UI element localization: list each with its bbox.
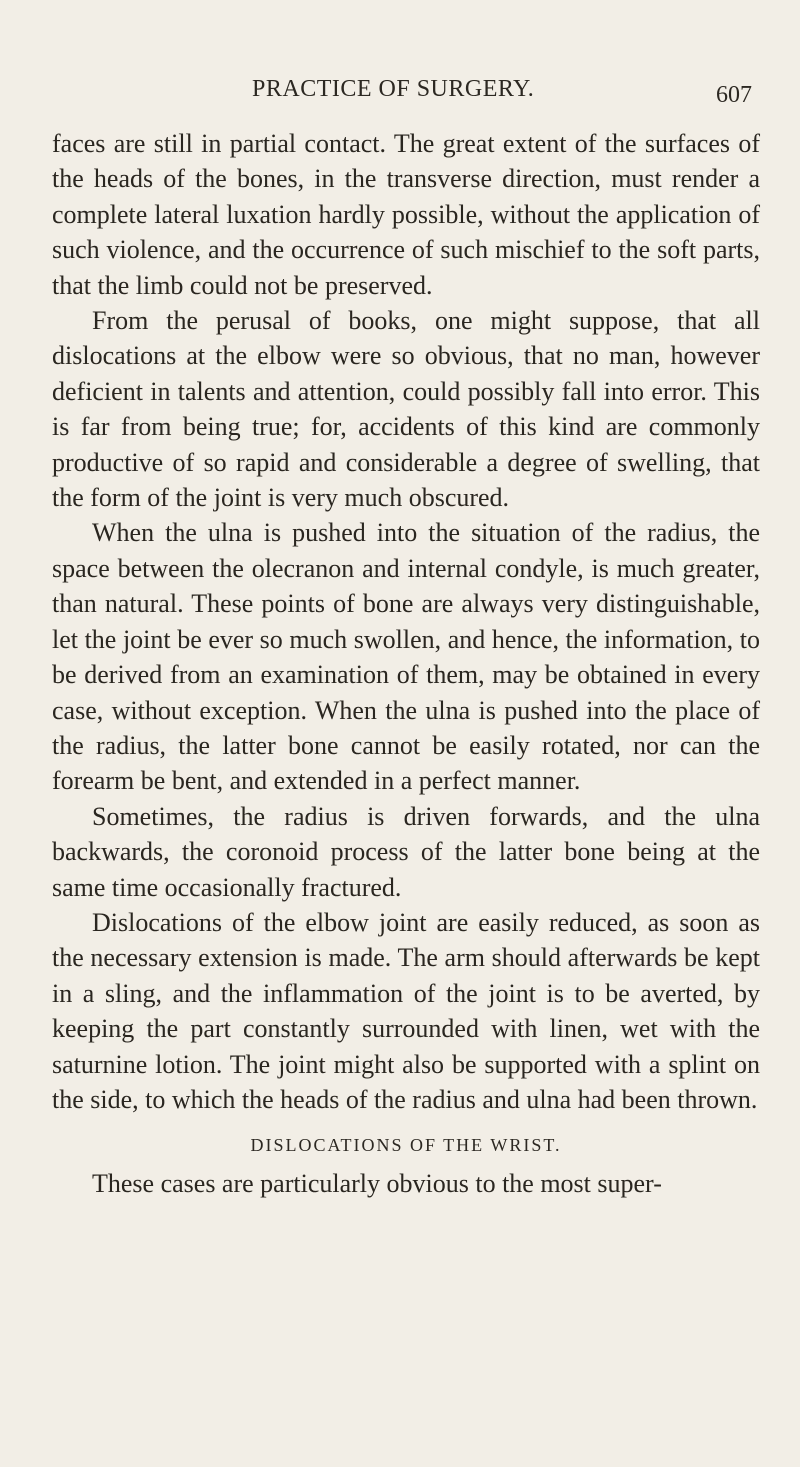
- section-heading: DISLOCATIONS OF THE WRIST.: [250, 1135, 562, 1156]
- running-title: PRACTICE OF SURGERY.: [252, 76, 535, 102]
- paragraph-reduction: Dislocations of the elbow joint are easily reduced, as soon as the necessary extension is made. The arm should afterwards be kept in a sling, and the inflammation of the joint is to be averted, by keeping the part constantly surrounded with linen, wet with the saturnine lotion. The joint might also be supported with a splint on the side, to which the heads of the radius and ulna had been thrown.: [52, 907, 760, 1114]
- body-text: [52, 126, 760, 1202]
- paragraph-radius-driven: Sometimes, the radius is driven forwards, and the ulna backwards, the coronoid process of the latter bone being at the same time occasionally fractured.: [52, 801, 760, 902]
- paragraph-ulna-pushed: When the ulna is pushed into the situation of the radius, the space between the olecranon and internal condyle, is much greater, than natural. These points of bone are always very distinguishable, let the joint be ever so much swollen, and hence, the information, to be derived from an examination of them, may be obtained in every case, without exception. When the ulna is pushed into the place of the radius, the latter bone cannot be easily rotated, nor can the forearm be bent, and extended in a perfect manner.: [52, 518, 760, 796]
- paragraph-wrist-first-line: These cases are particularly obvious to the most super-: [92, 1169, 662, 1199]
- paragraph-continuation: faces are still in partial contact. The great extent of the surfaces of the heads of the bones, in the transverse direction, must render a complete lateral luxation hardly possible, without the application of such violence, and the occurrence of such mischief to the soft parts, that the limb could not be preserved.: [52, 129, 760, 300]
- running-head: [52, 62, 760, 108]
- paragraph-perusal-of-books: From the perusal of books, one might suppose, that all dislocations at the elbow were so obvious, that no man, however deficient in talents and attention, could possibly fall into error. This is far from being true; for, accidents of this kind are commonly productive of so rapid and considerable a degree of swelling, that the form of the joint is very much obscured.: [52, 306, 760, 513]
- page-number: 607: [716, 82, 752, 108]
